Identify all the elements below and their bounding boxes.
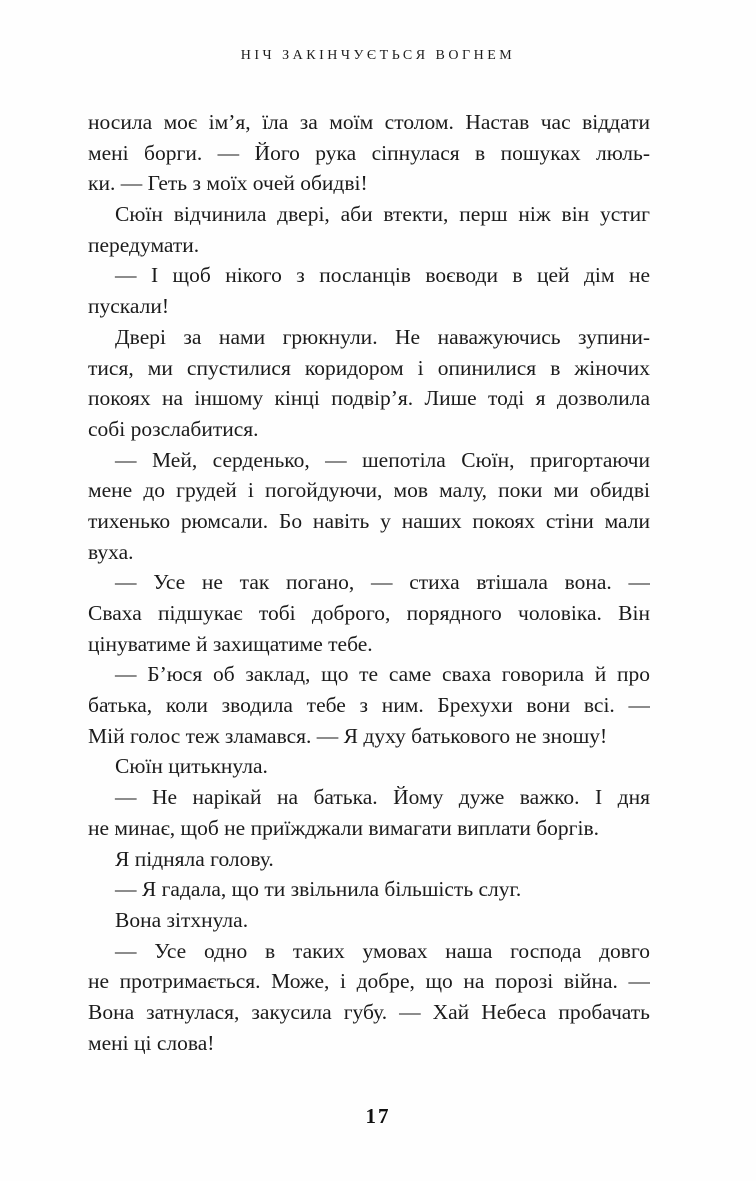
text-line: собі розслабитися. xyxy=(88,416,259,441)
text-line: — І щоб нікого з посланців воєводи в цей дім не xyxy=(115,263,650,288)
text-line: Двері за нами грюкнули. Не наважуючись зупини- xyxy=(115,324,650,349)
text-line: мене до грудей і погойдуючи, мов малу, поки ми обидві xyxy=(88,478,650,503)
text-line: Сваха підшукає тобі доброго, порядного чоловіка. Він xyxy=(88,601,650,625)
text-line: тися, ми спустилися коридором і опинилися в жіночих xyxy=(88,355,650,380)
text-line: вуха. xyxy=(88,539,134,564)
body-text xyxy=(88,107,650,1058)
text-line: мені ці слова! xyxy=(88,1030,215,1055)
text-line: Сюїн цитькнула. xyxy=(115,754,268,779)
text-line: не протримається. Може, і добре, що на порозі війна. — xyxy=(88,969,650,994)
text-line: — Мей, серденько, — шепотіла Сюїн, пригортаючи xyxy=(115,447,650,472)
text-line: пускали! xyxy=(88,294,170,319)
text-line: покоях на іншому кінці подвір’я. Лише тоді я дозволила xyxy=(88,386,650,411)
text-line: Я підняла голову. xyxy=(115,846,274,871)
text-line: не минає, щоб не приїжджали вимагати виплати боргів. xyxy=(88,815,599,840)
page-number: 17 xyxy=(365,1104,391,1128)
text-line: — Усе одно в таких умовах наша господа довго xyxy=(115,938,650,963)
text-line: Вона зітхнула. xyxy=(115,907,249,932)
text-line: носила моє ім’я, їла за моїм столом. Настав час віддати xyxy=(88,110,650,134)
text-line: — Б’юся об заклад, що те саме сваха говорила й про xyxy=(115,662,650,687)
text-line: батька, коли зводила тебе з ним. Брехухи вони всі. — xyxy=(88,693,650,718)
text-line: мені борги. — Його рука сіпнулася в пошуках люль- xyxy=(88,140,650,165)
text-line: цінуватиме й захищатиме тебе. xyxy=(88,631,373,656)
text-line: — Не нарікай на батька. Йому дуже важко. І дня xyxy=(115,785,650,810)
text-line: — Усе не так погано, — стиха втішала вона. — xyxy=(115,570,650,595)
text-line: Мій голос теж зламався. — Я духу батькового не зношу! xyxy=(88,723,608,748)
text-line: Сюїн відчинила двері, аби втекти, перш ніж він устиг xyxy=(115,202,650,227)
text-line: тихенько рюмсали. Бо навіть у наших покоях стіни мали xyxy=(88,508,650,533)
text-line: ки. — Геть з моїх очей обидві! xyxy=(88,171,368,196)
running-header: НІЧ ЗАКІНЧУЄТЬСЯ ВОГНЕМ xyxy=(240,48,516,63)
text-line: передумати. xyxy=(88,232,200,257)
text-line: Вона затнулася, закусила губу. — Хай Небеса пробачать xyxy=(88,999,650,1024)
text-line: — Я гадала, що ти звільнила більшість слуг. xyxy=(115,877,522,902)
